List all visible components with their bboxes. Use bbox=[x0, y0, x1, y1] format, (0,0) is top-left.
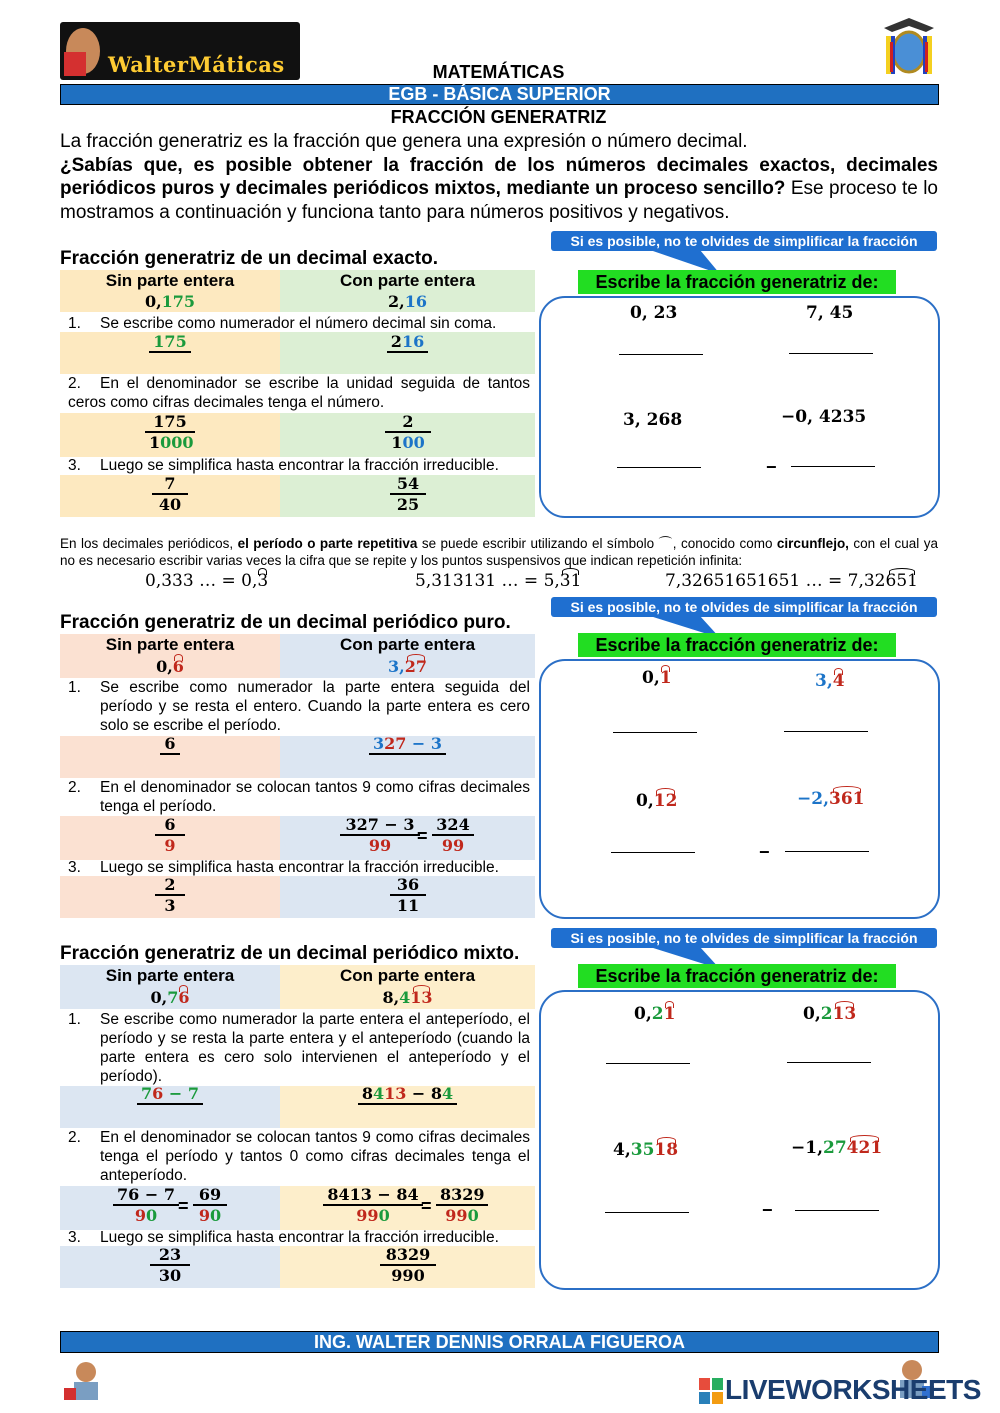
topic-title: FRACCIÓN GENERATRIZ bbox=[390, 107, 607, 127]
exact-section-title: Fracción generatriz de un decimal exacto. bbox=[60, 248, 439, 269]
exact-exercise-1: 0, 23 bbox=[630, 303, 678, 323]
mixed-result-b: $\frac{8329}{990}$ bbox=[380, 1245, 436, 1285]
mixed-exercise-4: −1,27421 bbox=[791, 1138, 883, 1158]
footer-teacher-left-icon bbox=[62, 1358, 110, 1404]
pure-example-b: 3,27 bbox=[388, 657, 427, 676]
exact-example-a: 0,175 bbox=[144, 292, 196, 311]
exact-result-b: $\frac{54}{25}$ bbox=[390, 474, 426, 514]
pure-col-no-int: Sin parte entera bbox=[105, 635, 235, 654]
pure-frac-a: $\frac{6}{9}$ bbox=[155, 815, 185, 855]
exact-exercise-2: 7, 45 bbox=[806, 303, 854, 323]
pure-exercise-1: 0,1 bbox=[642, 668, 672, 688]
mixed-frac-b: $\frac{8413 - 84}{990}$ bbox=[323, 1185, 423, 1225]
mixed-col-int: Con parte entera bbox=[339, 966, 476, 985]
mixed-num-a: 76 − 7 bbox=[60, 1084, 280, 1105]
exact-example-b: 2,16 bbox=[388, 292, 427, 311]
pure-exercise-4: −2,361 bbox=[797, 789, 865, 809]
exact-exercise-4: −0, 4235 bbox=[781, 407, 867, 427]
mixed-step-2: 2. En el denominador se colocan tantos 9 como cifras decimales tenga el período y tantos 0 como cifras decimales tenga el anteperíodo. bbox=[68, 1129, 530, 1184]
pure-example-a: 0,6 bbox=[156, 657, 184, 676]
exact-answer-1[interactable] bbox=[619, 354, 703, 355]
simplify-callout-2: Si es posible, no te olvides de simplificar la fracción bbox=[551, 597, 937, 617]
exact-result-a: $\frac{7}{40}$ bbox=[152, 474, 188, 514]
mixed-answer-3[interactable] bbox=[605, 1212, 689, 1213]
pure-answer-1[interactable] bbox=[613, 732, 697, 733]
notation-example-1: 0,333 … = 0,3 bbox=[145, 571, 269, 591]
pure-num-a: 6 bbox=[60, 734, 280, 755]
exact-exercise-label: Escribe la fracción generatriz de: bbox=[578, 270, 896, 294]
exact-col-int: Con parte entera bbox=[339, 271, 476, 290]
mixed-exercise-label: Escribe la fracción generatriz de: bbox=[578, 964, 896, 988]
equals-sign-3: = bbox=[421, 1196, 432, 1216]
level-bar: EGB - BÁSICA SUPERIOR bbox=[60, 84, 939, 105]
mixed-eq-b: $\frac{8329}{990}$ bbox=[436, 1185, 488, 1225]
negative-sign-2: − bbox=[759, 842, 770, 862]
exact-step-2: 2. En el denominador se escribe la unidad seguida de tantos ceros como cifras decimales tenga el número. bbox=[68, 375, 530, 411]
liveworksheets-brand[interactable]: LIVEWORKSHEETS bbox=[725, 1374, 981, 1405]
mixed-frac-a: $\frac{76 - 7}{90}$ bbox=[113, 1185, 179, 1225]
pure-answer-2[interactable] bbox=[784, 731, 868, 732]
pure-num-b: 327 − 3 bbox=[280, 734, 535, 755]
exact-answer-2[interactable] bbox=[789, 353, 873, 354]
exact-step-3: 3. Luego se simplifica hasta encontrar la fracción irreducible. bbox=[68, 457, 499, 474]
equals-sign: = bbox=[417, 826, 428, 846]
mixed-result-a: $\frac{23}{30}$ bbox=[150, 1245, 190, 1285]
intro-line1: La fracción generatriz es la fracción que genera una expresión o número decimal. bbox=[60, 131, 748, 152]
mixed-section-title: Fracción generatriz de un decimal periódico mixto. bbox=[60, 943, 520, 964]
mixed-example-b: 8,413 bbox=[382, 988, 433, 1007]
exact-exercise-box bbox=[539, 296, 940, 518]
mixed-answer-4[interactable] bbox=[795, 1210, 879, 1211]
pure-answer-3[interactable] bbox=[611, 852, 695, 853]
mixed-step-1: 1. Se escribe como numerador la parte entera el anteperíodo, el período y se resta la parte entera y el anteperíodo (cuando la parte entera es cero solo intervienen el anteperíodo y el período). bbox=[68, 1011, 530, 1085]
exact-frac-a: $\frac{175}{1000}$ bbox=[145, 412, 195, 452]
periodic-note: En los decimales periódicos, el período o parte repetitiva se puede escribir utilizando el símbolo ⌒, conocido como circunflejo, con el cual ya no es necesario escribir varias veces la cifra que se repite y los puntos suspensivos que indican repetición infinita: bbox=[60, 536, 938, 568]
intro-rest: Ese proceso te lo mostramos a continuación y funciona tanto para números positivos y negativos. bbox=[60, 178, 938, 223]
mixed-eq-a: $\frac{69}{90}$ bbox=[193, 1185, 227, 1225]
logo-text: WalterMáticas bbox=[108, 52, 285, 77]
notation-example-3: 7,32651651651 … = 7,32651 bbox=[665, 571, 918, 591]
mixed-answer-2[interactable] bbox=[787, 1062, 871, 1063]
mixed-exercise-2: 0,213 bbox=[803, 1004, 857, 1024]
pure-answer-4[interactable] bbox=[785, 851, 869, 852]
pure-step-2: 2. En el denominador se colocan tantos 9 como cifras decimales tenga el período. bbox=[68, 779, 530, 815]
mixed-answer-1[interactable] bbox=[606, 1063, 690, 1064]
simplify-callout-3: Si es posible, no te olvides de simplificar la fracción bbox=[551, 928, 937, 948]
mixed-exercise-1: 0,21 bbox=[634, 1004, 676, 1024]
exact-frac-b: $\frac{2}{100}$ bbox=[385, 412, 431, 452]
pure-exercise-box bbox=[539, 659, 940, 919]
author-bar: ING. WALTER DENNIS ORRALA FIGUEROA bbox=[60, 1331, 939, 1353]
mixed-example-a: 0,76 bbox=[150, 988, 190, 1007]
pure-step-1: 1. Se escribe como numerador la parte entera seguida del período y se resta el entero. Cuando la parte entera es cero solo se escribe el período. bbox=[68, 679, 530, 734]
pure-step-3: 3. Luego se simplifica hasta encontrar la fracción irreducible. bbox=[68, 859, 499, 876]
exact-step-1: 1. Se escribe como numerador el número decimal sin coma. bbox=[68, 315, 497, 332]
pure-exercise-2: 3,4 bbox=[815, 671, 845, 691]
mixed-step-3: 3. Luego se simplifica hasta encontrar la fracción irreducible. bbox=[68, 1229, 499, 1246]
equals-sign-2: = bbox=[178, 1196, 189, 1216]
exact-answer-3[interactable] bbox=[617, 467, 701, 468]
exact-answer-4[interactable] bbox=[791, 466, 875, 467]
exact-num-b: 216 bbox=[280, 332, 535, 353]
pure-col-int: Con parte entera bbox=[339, 635, 476, 654]
pure-exercise-3: 0,12 bbox=[636, 791, 678, 811]
mixed-exercise-3: 4,3518 bbox=[613, 1140, 679, 1160]
pure-exercise-label: Escribe la fracción generatriz de: bbox=[578, 633, 896, 657]
pure-result-b: $\frac{36}{11}$ bbox=[390, 875, 426, 915]
pure-eq-b: $\frac{324}{99}$ bbox=[432, 815, 474, 855]
negative-sign-3: − bbox=[762, 1200, 773, 1220]
mixed-num-b: 8413 − 84 bbox=[280, 1084, 535, 1105]
simplify-callout: Si es posible, no te olvides de simplificar la fracción bbox=[551, 231, 937, 251]
negative-sign: − bbox=[766, 457, 777, 477]
intro-text bbox=[60, 130, 938, 224]
exact-num-a: 175 bbox=[60, 332, 280, 353]
subject-title: MATEMÁTICAS bbox=[432, 62, 565, 82]
notation-example-2: 5,313131 … = 5,31 bbox=[415, 571, 582, 591]
pure-result-a: $\frac{2}{3}$ bbox=[155, 875, 185, 915]
exact-col-no-int: Sin parte entera bbox=[105, 271, 235, 290]
exact-exercise-3: 3, 268 bbox=[623, 410, 683, 430]
liveworksheets-logo-icon bbox=[699, 1378, 723, 1404]
pure-section-title: Fracción generatriz de un decimal periódico puro. bbox=[60, 612, 511, 633]
intro-question: ¿Sabías que, es posible obtener la fracción de los números decimales exactos, decimales periódicos puros y decimales periódicos mixtos, mediante un proceso sencillo? bbox=[60, 154, 938, 199]
mixed-col-no-int: Sin parte entera bbox=[105, 966, 235, 985]
pure-frac-b: $\frac{327 - 3}{99}$ bbox=[340, 815, 420, 855]
